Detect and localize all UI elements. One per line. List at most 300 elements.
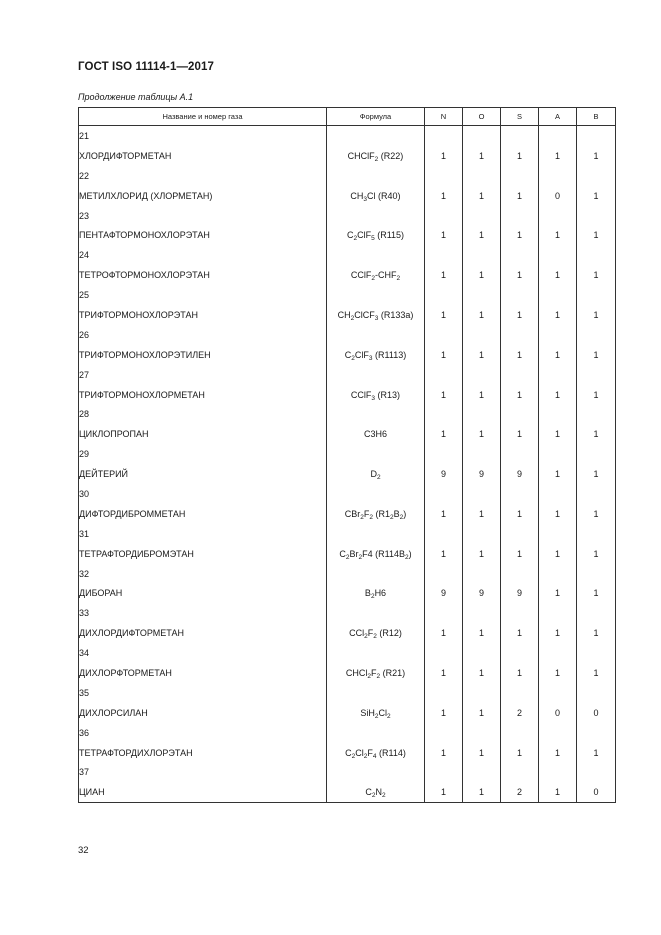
empty-cell bbox=[327, 683, 425, 703]
empty-cell bbox=[501, 404, 539, 424]
gas-number: 27 bbox=[79, 365, 327, 385]
formula-part: H6 bbox=[374, 588, 387, 599]
value-n: 1 bbox=[425, 146, 463, 166]
gas-name: ТЕТРАФТОРДИБРОМЭТАН bbox=[79, 544, 327, 564]
table-row bbox=[79, 703, 616, 723]
value-a: 0 bbox=[539, 186, 577, 206]
table-header-row bbox=[79, 108, 616, 126]
empty-cell bbox=[327, 285, 425, 305]
gas-name: ДИХЛОРФТОРМЕТАН bbox=[79, 663, 327, 683]
gas-formula bbox=[327, 504, 425, 524]
formula-part: CClF bbox=[350, 270, 372, 281]
formula-part: (R13) bbox=[375, 389, 401, 400]
value-o: 1 bbox=[463, 385, 501, 405]
empty-cell bbox=[577, 126, 616, 146]
value-s: 9 bbox=[501, 583, 539, 603]
empty-cell bbox=[501, 683, 539, 703]
column-header-name: Название и номер газа bbox=[79, 108, 327, 126]
gas-number-row bbox=[79, 643, 616, 663]
value-s: 9 bbox=[501, 464, 539, 484]
value-n: 1 bbox=[425, 424, 463, 444]
value-s: 1 bbox=[501, 424, 539, 444]
gas-number-row bbox=[79, 404, 616, 424]
empty-cell bbox=[539, 126, 577, 146]
value-n: 1 bbox=[425, 504, 463, 524]
gas-number-row bbox=[79, 365, 616, 385]
gas-name: ДИФТОРДИБРОММЕТАН bbox=[79, 504, 327, 524]
gas-number: 34 bbox=[79, 643, 327, 663]
empty-cell bbox=[463, 444, 501, 464]
value-a: 0 bbox=[539, 703, 577, 723]
value-b: 0 bbox=[577, 703, 616, 723]
formula-subscript: 2 bbox=[387, 712, 391, 720]
empty-cell bbox=[463, 564, 501, 584]
value-a: 1 bbox=[539, 305, 577, 325]
gas-number-row bbox=[79, 683, 616, 703]
empty-cell bbox=[327, 763, 425, 783]
table-body bbox=[79, 126, 616, 803]
empty-cell bbox=[425, 484, 463, 504]
value-s: 1 bbox=[501, 504, 539, 524]
empty-cell bbox=[577, 524, 616, 544]
gas-formula bbox=[327, 305, 425, 325]
formula-part: Cl (R40) bbox=[367, 190, 401, 201]
empty-cell bbox=[501, 723, 539, 743]
value-n: 1 bbox=[425, 782, 463, 802]
gas-number-row bbox=[79, 564, 616, 584]
value-n: 9 bbox=[425, 464, 463, 484]
empty-cell bbox=[327, 723, 425, 743]
formula-part: F bbox=[363, 508, 370, 519]
table-row bbox=[79, 345, 616, 365]
empty-cell bbox=[327, 564, 425, 584]
formula-subscript: 3 bbox=[374, 314, 379, 322]
formula-part: (R12) bbox=[376, 628, 402, 639]
empty-cell bbox=[501, 245, 539, 265]
empty-cell bbox=[425, 325, 463, 345]
formula-subscript: 5 bbox=[371, 235, 375, 243]
gas-formula bbox=[327, 703, 425, 723]
formula-part: C bbox=[339, 548, 346, 559]
value-a: 1 bbox=[539, 464, 577, 484]
empty-cell bbox=[577, 206, 616, 226]
formula-subscript: 2 bbox=[374, 155, 379, 163]
formula-part: Cl bbox=[355, 747, 364, 758]
empty-cell bbox=[501, 365, 539, 385]
value-a: 1 bbox=[539, 743, 577, 763]
formula-subscript: 2 bbox=[353, 235, 358, 243]
value-s: 1 bbox=[501, 146, 539, 166]
formula-part: (R22) bbox=[378, 150, 404, 161]
gas-formula bbox=[327, 544, 425, 564]
empty-cell bbox=[425, 603, 463, 623]
empty-cell bbox=[327, 206, 425, 226]
formula-subscript: 2 bbox=[382, 792, 386, 800]
value-a: 1 bbox=[539, 504, 577, 524]
value-s: 1 bbox=[501, 743, 539, 763]
table-row bbox=[79, 305, 616, 325]
empty-cell bbox=[501, 524, 539, 544]
gas-formula bbox=[327, 464, 425, 484]
empty-cell bbox=[425, 763, 463, 783]
value-o: 1 bbox=[463, 225, 501, 245]
empty-cell bbox=[501, 444, 539, 464]
formula-subscript: 2 bbox=[351, 354, 355, 362]
empty-cell bbox=[539, 484, 577, 504]
value-a: 1 bbox=[539, 385, 577, 405]
empty-cell bbox=[539, 206, 577, 226]
value-a: 1 bbox=[539, 265, 577, 285]
formula-part: B bbox=[364, 588, 371, 599]
formula-part: C bbox=[365, 787, 372, 798]
empty-cell bbox=[327, 643, 425, 663]
value-b: 1 bbox=[577, 583, 616, 603]
empty-cell bbox=[539, 365, 577, 385]
value-s: 1 bbox=[501, 186, 539, 206]
value-s: 1 bbox=[501, 544, 539, 564]
empty-cell bbox=[425, 524, 463, 544]
empty-cell bbox=[425, 643, 463, 663]
value-s: 1 bbox=[501, 265, 539, 285]
formula-part: C bbox=[345, 747, 352, 758]
formula-part: Br bbox=[349, 548, 359, 559]
formula-part: F bbox=[367, 747, 373, 758]
value-b: 1 bbox=[577, 504, 616, 524]
gas-formula bbox=[327, 743, 425, 763]
empty-cell bbox=[425, 723, 463, 743]
value-b: 1 bbox=[577, 385, 616, 405]
empty-cell bbox=[327, 126, 425, 146]
value-b: 1 bbox=[577, 265, 616, 285]
formula-part: CHClF bbox=[347, 150, 375, 161]
empty-cell bbox=[577, 325, 616, 345]
value-o: 1 bbox=[463, 544, 501, 564]
gas-number: 24 bbox=[79, 245, 327, 265]
empty-cell bbox=[463, 166, 501, 186]
gas-name: ТРИФТОРМОНОХЛОРЭТАН bbox=[79, 305, 327, 325]
page-number: 32 bbox=[78, 845, 89, 856]
value-n: 1 bbox=[425, 743, 463, 763]
value-a: 1 bbox=[539, 146, 577, 166]
gas-formula bbox=[327, 623, 425, 643]
value-o: 1 bbox=[463, 146, 501, 166]
empty-cell bbox=[463, 603, 501, 623]
empty-cell bbox=[501, 325, 539, 345]
empty-cell bbox=[425, 444, 463, 464]
table-row bbox=[79, 464, 616, 484]
formula-subscript: 3 bbox=[368, 354, 373, 362]
formula-part: (R21) bbox=[380, 667, 406, 678]
gas-name: ТРИФТОРМОНОХЛОРЭТИЛЕН bbox=[79, 345, 327, 365]
formula-part: (R1113) bbox=[372, 349, 407, 360]
empty-cell bbox=[425, 285, 463, 305]
gas-table bbox=[78, 107, 616, 803]
empty-cell bbox=[501, 643, 539, 663]
gas-formula bbox=[327, 583, 425, 603]
value-a: 1 bbox=[539, 544, 577, 564]
gas-name: ДИХЛОРСИЛАН bbox=[79, 703, 327, 723]
empty-cell bbox=[327, 484, 425, 504]
formula-part: SiH bbox=[360, 707, 375, 718]
gas-formula bbox=[327, 225, 425, 245]
empty-cell bbox=[463, 643, 501, 663]
empty-cell bbox=[539, 643, 577, 663]
value-a: 1 bbox=[539, 663, 577, 683]
gas-number-row bbox=[79, 444, 616, 464]
column-header-s: S bbox=[501, 108, 539, 126]
formula-subscript: 2 bbox=[358, 553, 363, 561]
empty-cell bbox=[327, 524, 425, 544]
formula-part: CH bbox=[350, 190, 364, 201]
value-o: 1 bbox=[463, 743, 501, 763]
formula-subscript: 2 bbox=[376, 672, 381, 680]
formula-part: ClCF bbox=[354, 309, 375, 320]
empty-cell bbox=[327, 444, 425, 464]
gas-name: ЦИАН bbox=[79, 782, 327, 802]
gas-name: МЕТИЛХЛОРИД (ХЛОРМЕТАН) bbox=[79, 186, 327, 206]
gas-number-row bbox=[79, 603, 616, 623]
value-a: 1 bbox=[539, 623, 577, 643]
formula-subscript: 2 bbox=[390, 513, 394, 521]
value-s: 1 bbox=[501, 385, 539, 405]
formula-part: (R133a) bbox=[378, 309, 414, 320]
empty-cell bbox=[327, 166, 425, 186]
formula-part: Cl bbox=[378, 707, 387, 718]
value-b: 0 bbox=[577, 782, 616, 802]
gas-number-row bbox=[79, 763, 616, 783]
empty-cell bbox=[463, 365, 501, 385]
empty-cell bbox=[425, 206, 463, 226]
formula-subscript: 2 bbox=[363, 752, 368, 760]
formula-subscript: 2 bbox=[396, 275, 401, 283]
gas-number-row bbox=[79, 325, 616, 345]
gas-number: 35 bbox=[79, 683, 327, 703]
table-row bbox=[79, 186, 616, 206]
value-o: 9 bbox=[463, 464, 501, 484]
formula-part: CH bbox=[337, 309, 351, 320]
formula-subscript: 2 bbox=[399, 513, 404, 521]
empty-cell bbox=[577, 723, 616, 743]
value-b: 1 bbox=[577, 305, 616, 325]
value-b: 1 bbox=[577, 544, 616, 564]
value-o: 1 bbox=[463, 663, 501, 683]
formula-part: CCl bbox=[349, 628, 365, 639]
value-o: 1 bbox=[463, 782, 501, 802]
empty-cell bbox=[577, 484, 616, 504]
gas-formula bbox=[327, 345, 425, 365]
gas-number: 37 bbox=[79, 763, 327, 783]
formula-subscript: 3 bbox=[371, 394, 376, 402]
gas-number: 21 bbox=[79, 126, 327, 146]
table-row bbox=[79, 424, 616, 444]
empty-cell bbox=[327, 365, 425, 385]
gas-formula bbox=[327, 782, 425, 802]
empty-cell bbox=[539, 524, 577, 544]
value-a: 1 bbox=[539, 424, 577, 444]
value-b: 1 bbox=[577, 146, 616, 166]
empty-cell bbox=[425, 245, 463, 265]
empty-cell bbox=[327, 603, 425, 623]
formula-subscript: 2 bbox=[371, 275, 375, 283]
gas-number: 23 bbox=[79, 206, 327, 226]
value-n: 1 bbox=[425, 623, 463, 643]
empty-cell bbox=[327, 404, 425, 424]
formula-subscript: 2 bbox=[374, 712, 379, 720]
formula-subscript: 2 bbox=[364, 633, 368, 641]
empty-cell bbox=[463, 763, 501, 783]
value-o: 1 bbox=[463, 623, 501, 643]
empty-cell bbox=[577, 603, 616, 623]
column-header-o: O bbox=[463, 108, 501, 126]
value-n: 1 bbox=[425, 305, 463, 325]
table-row bbox=[79, 623, 616, 643]
gas-number: 29 bbox=[79, 444, 327, 464]
empty-cell bbox=[577, 365, 616, 385]
value-o: 1 bbox=[463, 265, 501, 285]
formula-subscript: 2 bbox=[360, 513, 364, 521]
formula-subscript: 2 bbox=[370, 593, 375, 601]
empty-cell bbox=[577, 245, 616, 265]
value-b: 1 bbox=[577, 186, 616, 206]
gas-number: 26 bbox=[79, 325, 327, 345]
table-row bbox=[79, 544, 616, 564]
column-header-a: A bbox=[539, 108, 577, 126]
value-b: 1 bbox=[577, 345, 616, 365]
column-header-n: N bbox=[425, 108, 463, 126]
empty-cell bbox=[425, 404, 463, 424]
table-row bbox=[79, 743, 616, 763]
value-s: 2 bbox=[501, 703, 539, 723]
empty-cell bbox=[577, 166, 616, 186]
gas-name: ДЕЙТЕРИЙ bbox=[79, 464, 327, 484]
empty-cell bbox=[539, 285, 577, 305]
formula-part: C bbox=[346, 230, 354, 241]
formula-part: CBr bbox=[344, 508, 361, 519]
empty-cell bbox=[577, 763, 616, 783]
table-row bbox=[79, 782, 616, 802]
value-a: 1 bbox=[539, 225, 577, 245]
formula-part: CHCl bbox=[345, 667, 368, 678]
empty-cell bbox=[501, 166, 539, 186]
gas-number-row bbox=[79, 126, 616, 146]
empty-cell bbox=[463, 285, 501, 305]
column-header-b: B bbox=[577, 108, 616, 126]
value-o: 9 bbox=[463, 583, 501, 603]
gas-number: 31 bbox=[79, 524, 327, 544]
empty-cell bbox=[425, 365, 463, 385]
formula-subscript: 4 bbox=[372, 752, 377, 760]
value-n: 1 bbox=[425, 225, 463, 245]
table-row bbox=[79, 146, 616, 166]
table-row bbox=[79, 225, 616, 245]
gas-formula bbox=[327, 186, 425, 206]
empty-cell bbox=[463, 404, 501, 424]
value-b: 1 bbox=[577, 623, 616, 643]
gas-name: ТЕТРАФТОРДИХЛОРЭТАН bbox=[79, 743, 327, 763]
formula-subscript: 2 bbox=[351, 752, 356, 760]
formula-part: (R114) bbox=[376, 747, 406, 758]
gas-name: ХЛОРДИФТОРМЕТАН bbox=[79, 146, 327, 166]
gas-name: ТРИФТОРМОНОХЛОРМЕТАН bbox=[79, 385, 327, 405]
value-n: 1 bbox=[425, 703, 463, 723]
empty-cell bbox=[501, 484, 539, 504]
empty-cell bbox=[501, 206, 539, 226]
formula-part: F bbox=[367, 628, 374, 639]
empty-cell bbox=[539, 723, 577, 743]
empty-cell bbox=[425, 564, 463, 584]
value-s: 2 bbox=[501, 782, 539, 802]
gas-formula bbox=[327, 146, 425, 166]
table-row bbox=[79, 583, 616, 603]
empty-cell bbox=[463, 245, 501, 265]
empty-cell bbox=[425, 683, 463, 703]
empty-cell bbox=[501, 603, 539, 623]
value-o: 1 bbox=[463, 424, 501, 444]
empty-cell bbox=[539, 325, 577, 345]
formula-part: F4 (R114B bbox=[362, 548, 405, 559]
value-s: 1 bbox=[501, 623, 539, 643]
empty-cell bbox=[463, 126, 501, 146]
empty-cell bbox=[327, 245, 425, 265]
empty-cell bbox=[577, 444, 616, 464]
formula-part: CClF bbox=[350, 389, 372, 400]
gas-formula bbox=[327, 424, 425, 444]
formula-part: (R1 bbox=[372, 508, 390, 519]
empty-cell bbox=[463, 723, 501, 743]
empty-cell bbox=[577, 564, 616, 584]
formula-part: C3H6 bbox=[363, 429, 387, 440]
empty-cell bbox=[463, 683, 501, 703]
gas-number: 28 bbox=[79, 404, 327, 424]
formula-part: B bbox=[393, 508, 400, 519]
empty-cell bbox=[425, 166, 463, 186]
gas-number-row bbox=[79, 285, 616, 305]
value-n: 1 bbox=[425, 265, 463, 285]
gas-number-row bbox=[79, 484, 616, 504]
gas-number-row bbox=[79, 524, 616, 544]
empty-cell bbox=[425, 126, 463, 146]
formula-subscript: 2 bbox=[371, 792, 376, 800]
gas-number-row bbox=[79, 166, 616, 186]
value-o: 1 bbox=[463, 345, 501, 365]
value-b: 1 bbox=[577, 424, 616, 444]
value-n: 1 bbox=[425, 186, 463, 206]
value-s: 1 bbox=[501, 305, 539, 325]
gas-formula bbox=[327, 385, 425, 405]
gas-formula bbox=[327, 663, 425, 683]
formula-part: -CHF bbox=[375, 270, 397, 281]
empty-cell bbox=[327, 325, 425, 345]
column-header-formula: Формула bbox=[327, 108, 425, 126]
value-n: 1 bbox=[425, 544, 463, 564]
gas-number: 36 bbox=[79, 723, 327, 743]
formula-part: D bbox=[370, 469, 377, 480]
table-caption: Продолжение таблицы А.1 bbox=[78, 92, 194, 102]
formula-part: ClF bbox=[357, 230, 372, 241]
value-o: 1 bbox=[463, 186, 501, 206]
formula-subscript: 2 bbox=[350, 314, 355, 322]
table-row bbox=[79, 385, 616, 405]
gas-number-row bbox=[79, 206, 616, 226]
empty-cell bbox=[539, 683, 577, 703]
gas-number: 32 bbox=[79, 564, 327, 584]
gas-number: 25 bbox=[79, 285, 327, 305]
empty-cell bbox=[577, 643, 616, 663]
formula-subscript: 3 bbox=[363, 195, 368, 203]
empty-cell bbox=[577, 285, 616, 305]
value-n: 1 bbox=[425, 385, 463, 405]
empty-cell bbox=[539, 404, 577, 424]
